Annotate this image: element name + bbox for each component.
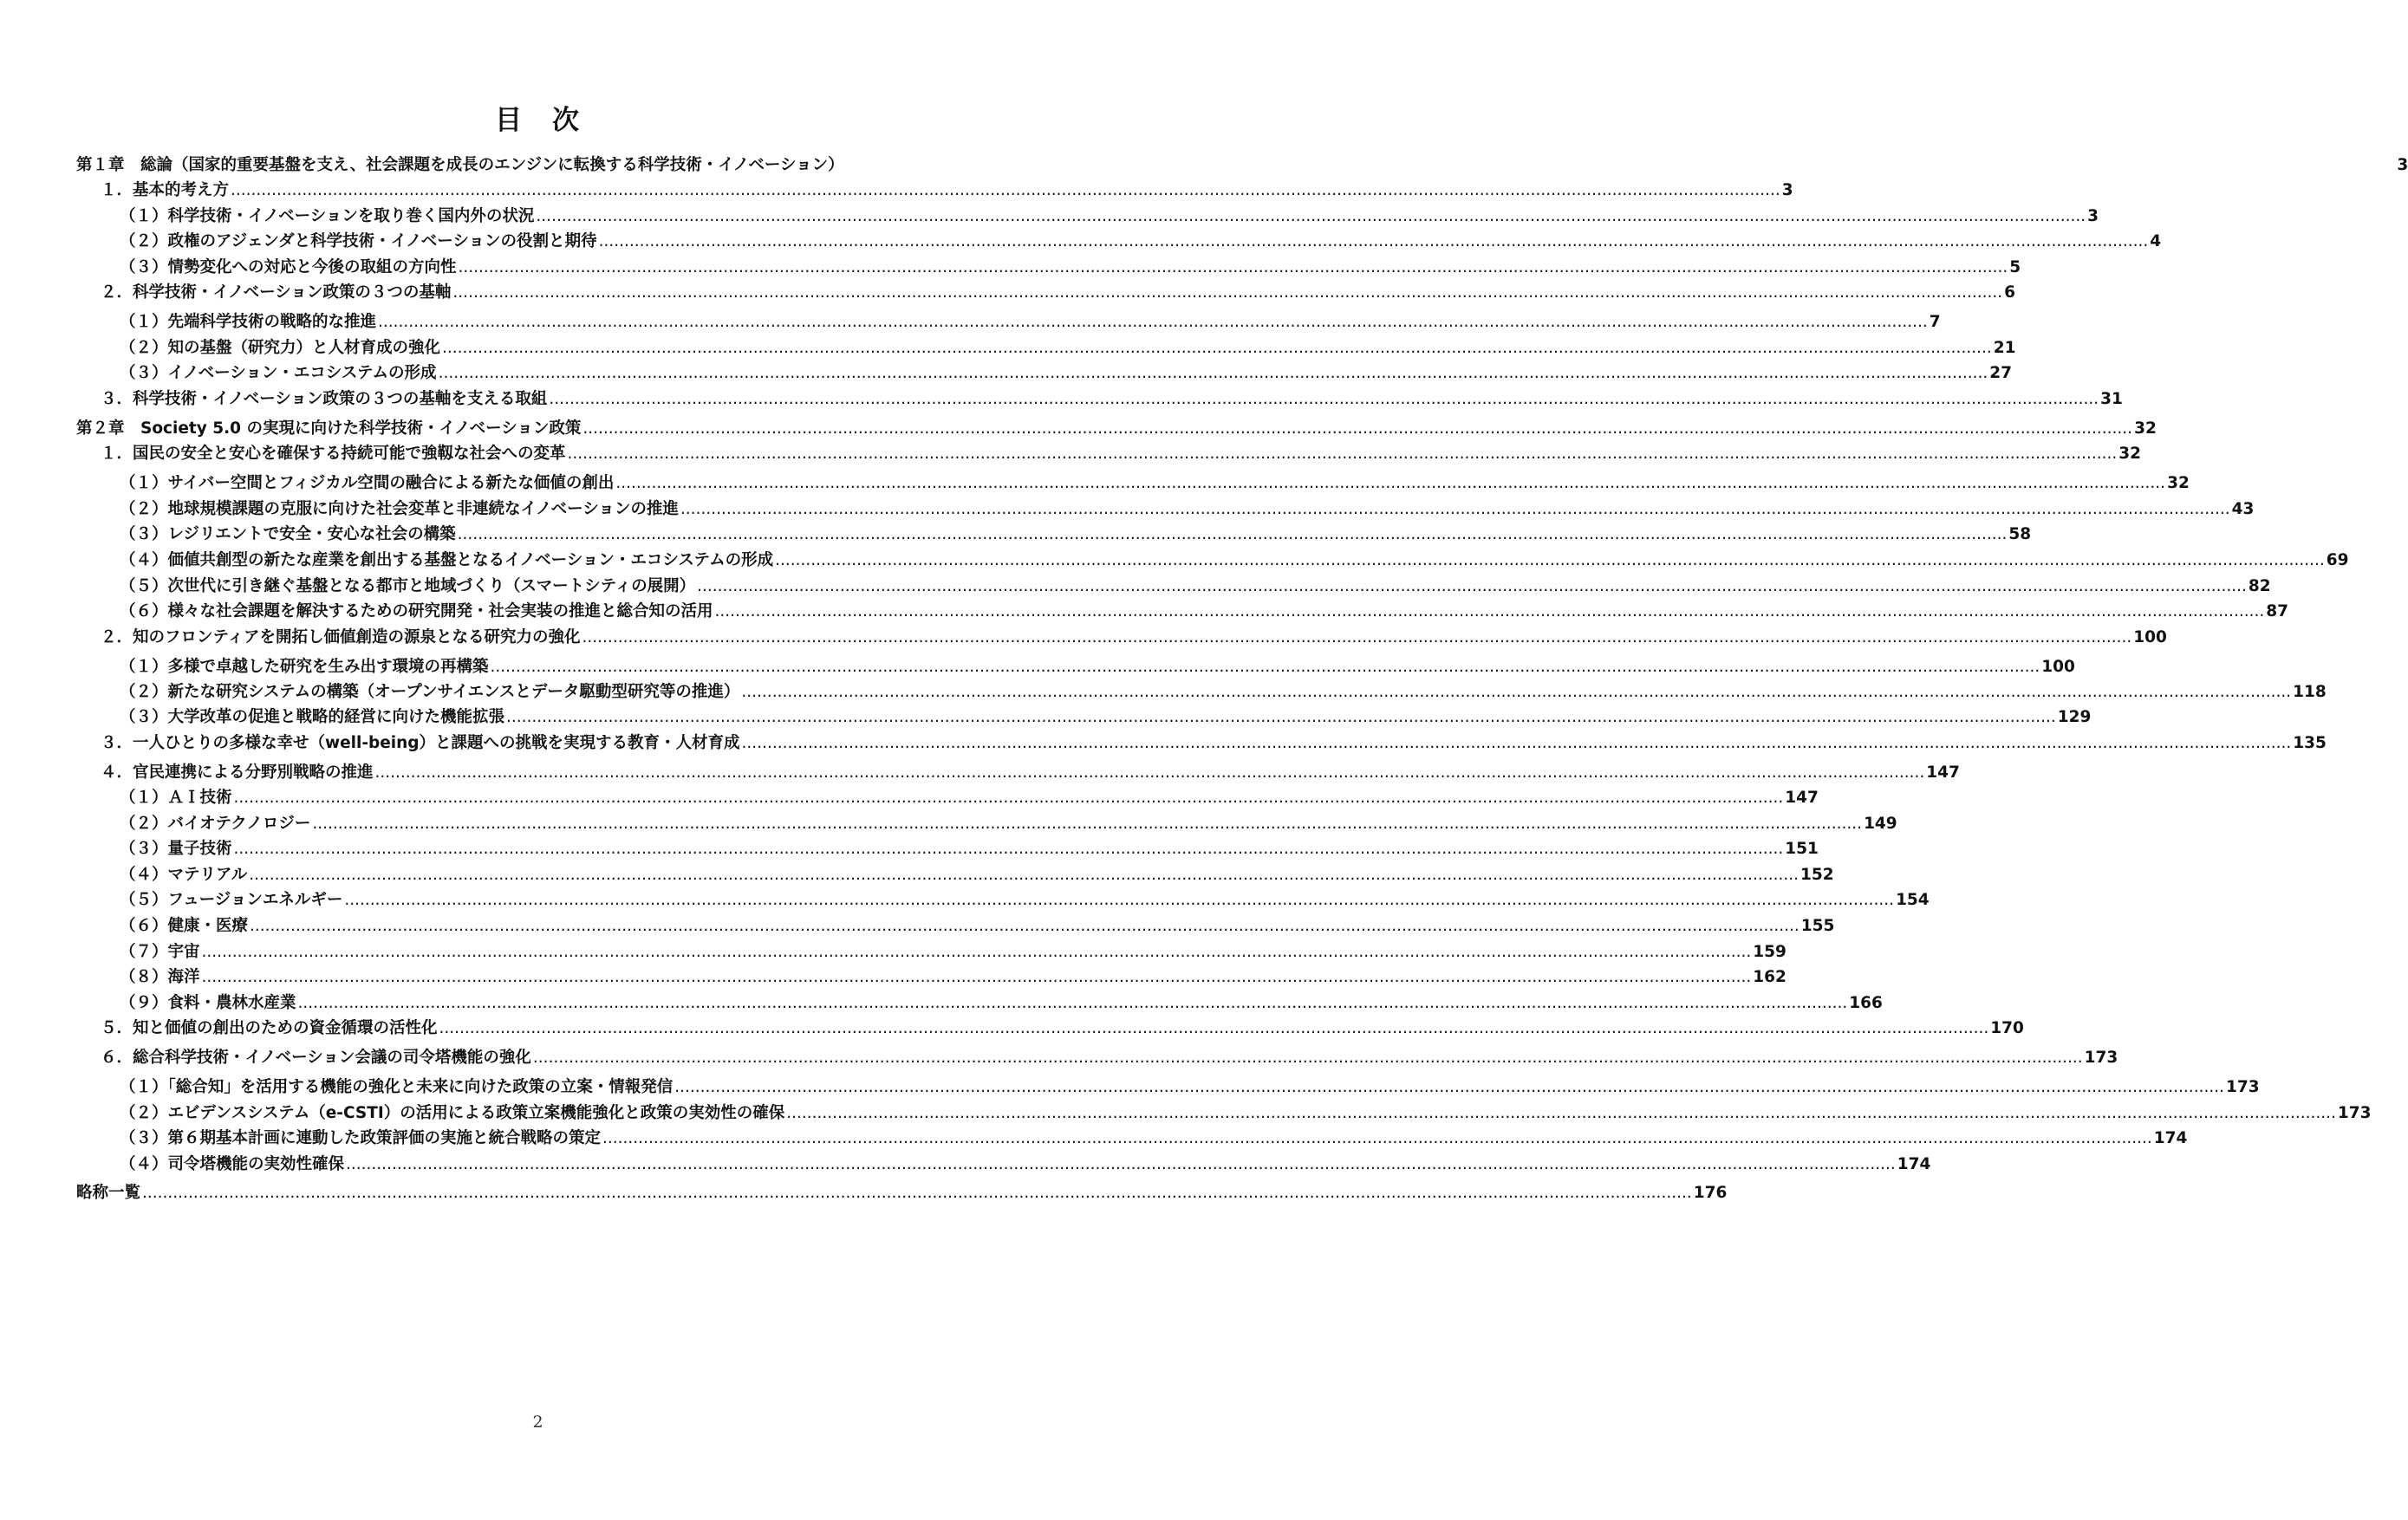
- toc-leader-dots: [582, 627, 2132, 649]
- toc-leader-dots: [234, 838, 1784, 861]
- toc-entry-page: 129: [2057, 708, 2092, 726]
- toc-entry: [120, 311, 1941, 334]
- toc-entry-page: 174: [2153, 1129, 2188, 1147]
- toc-entry-label: （１）多様で卓越した研究を生み出す環境の再構築: [120, 658, 489, 676]
- toc-entry-page: 7: [1929, 313, 1941, 331]
- toc-entry-label: （９）食料・農林水産業: [120, 994, 296, 1012]
- toc-entry-page: 152: [1799, 866, 1834, 884]
- toc-entry: [120, 601, 2288, 623]
- toc-leader-dots: [312, 813, 1862, 835]
- toc-leader-dots: [715, 601, 2265, 623]
- toc-entry: [120, 838, 1819, 861]
- toc-leader-dots: [142, 1182, 1692, 1205]
- toc-entry-label: （２）バイオテクノロジー: [120, 815, 311, 833]
- toc-entry-label: （２）新たな研究システムの構築（オープンサイエンスとデータ駆動型研究等の推進）: [120, 683, 740, 701]
- toc-entry: [120, 362, 2013, 385]
- toc-entry-label: （６）健康・医療: [120, 917, 249, 935]
- toc-entry-label: ２．知のフロンティアを開拓し価値創造の源泉となる研究力の強化: [101, 628, 581, 646]
- toc-entry-label: （３）レジリエントで安全・安心な社会の構築: [120, 525, 456, 543]
- toc-entry-label: （５）次世代に引き継ぐ基盤となる都市と地域づくり（スマートシティの展開）: [120, 577, 696, 595]
- toc-entry: [120, 787, 1819, 809]
- toc-entry: [120, 1153, 1931, 1176]
- toc-entry: [120, 864, 1834, 887]
- page-title: 目 次: [495, 105, 581, 136]
- toc-entry-label: （１）科学技術・イノベーションを取り巻く国内外の状況: [120, 207, 535, 225]
- toc-entry-label: １．国民の安全と安心を確保する持続可能で強靱な社会への変革: [101, 445, 566, 463]
- toc-entry-page: 135: [2293, 734, 2327, 752]
- toc-leader-dots: [568, 443, 2118, 465]
- toc-entry-label: （１）「総合知」を活用する機能の強化と未来に向けた政策の立案・情報発信: [120, 1078, 674, 1096]
- toc-entry-label: ２．科学技術・イノベーション政策の３つの基軸: [101, 283, 452, 302]
- toc-entry-page: 32: [2167, 474, 2190, 492]
- toc-entry: [120, 1102, 2372, 1125]
- toc-entry-label: （１）先端科学技術の戦略的な推進: [120, 313, 377, 331]
- toc-entry-page: 21: [1993, 339, 2016, 357]
- toc-entry: [101, 443, 2141, 465]
- toc-entry-label: （３）情勢変化への対応と今後の取組の方向性: [120, 258, 457, 276]
- toc-entry-label: （７）宇宙: [120, 943, 200, 961]
- toc-leader-dots: [452, 282, 2002, 304]
- toc-entry-page: 173: [2084, 1049, 2118, 1067]
- toc-leader-dots: [234, 787, 1784, 809]
- toc-entry-page: 147: [1785, 789, 1819, 807]
- toc-entry: [101, 1017, 2024, 1040]
- toc-leader-dots: [458, 523, 2008, 546]
- toc-entry-page: 118: [2293, 683, 2327, 701]
- toc-entry: [101, 627, 2167, 649]
- toc-entry-page: 100: [2133, 628, 2167, 646]
- toc-entry-label: 第２章 Society 5.0 の実現に向けた科学技術・イノベーション政策: [76, 419, 582, 438]
- toc-leader-dots: [775, 549, 2325, 572]
- toc-entry: [120, 681, 2327, 704]
- toc-entry: [101, 732, 2327, 755]
- toc-leader-dots: [459, 257, 2008, 279]
- toc-entry: [101, 388, 2123, 411]
- toc-leader-dots: [680, 498, 2230, 521]
- toc-entry-label: 第１章 総論（国家的重要基盤を支え、社会課題を成長のエンジンに転換する科学技術・イノベーション）: [76, 156, 844, 174]
- toc-entry-page: 58: [2008, 525, 2032, 543]
- toc-leader-dots: [378, 311, 1928, 334]
- toc-entry-page: 173: [2225, 1078, 2260, 1096]
- toc-leader-dots: [298, 992, 1848, 1015]
- toc-entry: [76, 418, 2157, 440]
- toc-entry-page: 154: [1896, 891, 1930, 909]
- toc-leader-dots: [439, 1017, 1989, 1040]
- toc-entry-label: （３）量子技術: [120, 840, 232, 858]
- toc-entry: [120, 523, 2032, 546]
- toc-entry-label: （２）エビデンスシステム（e-CSTI）の活用による政策立案機能強化と政策の実効性の確保: [120, 1104, 785, 1122]
- toc-leader-dots: [231, 179, 1780, 202]
- toc-entry-page: 147: [1926, 763, 1960, 782]
- toc-entry-label: 略称一覧: [76, 1184, 141, 1202]
- toc-entry-page: 173: [2337, 1104, 2372, 1122]
- toc-entry: [120, 889, 1930, 912]
- toc-entry: [120, 992, 1883, 1015]
- toc-leader-dots: [249, 864, 1799, 887]
- toc-entry-page: 82: [2248, 577, 2271, 595]
- toc-entry-label: （１）サイバー空間とフィジカル空間の融合による新たな価値の創出: [120, 474, 615, 492]
- toc-entry-label: （２）地球規模課題の克服に向けた社会変革と非連続なイノベーションの推進: [120, 500, 679, 518]
- toc-entry-page: 159: [1753, 943, 1786, 961]
- toc-entry-label: （８）海洋: [120, 968, 200, 986]
- toc-entry: [120, 706, 2092, 729]
- toc-entry: [120, 205, 2099, 228]
- toc-entry-page: 4: [2150, 232, 2162, 250]
- toc-entry-label: （３）第６期基本計画に連動した政策評価の実施と統合戦略の策定: [120, 1129, 602, 1147]
- toc-entry: [101, 1047, 2118, 1069]
- toc-entry-page: 176: [1693, 1184, 1728, 1202]
- toc-leader-dots: [346, 1153, 1896, 1176]
- toc-entry: [120, 656, 2075, 679]
- toc-entry-label: ３．科学技術・イノベーション政策の３つの基軸を支える取組: [101, 390, 548, 408]
- toc-entry: [120, 813, 1897, 835]
- toc-leader-dots: [536, 205, 2086, 228]
- toc-entry-label: （２）政権のアジェンダと科学技術・イノベーションの役割と期待: [120, 232, 597, 250]
- toc-entry-label: （４）マテリアル: [120, 866, 248, 884]
- toc-entry: [120, 549, 2349, 572]
- page-number: 2: [532, 1413, 543, 1432]
- toc-entry-label: （３）イノベーション・エコシステムの形成: [120, 364, 437, 382]
- toc-entry-label: （１）ＡＩ技術: [120, 789, 232, 807]
- toc-entry-label: １．基本的考え方: [101, 181, 230, 199]
- toc-entry-page: 87: [2266, 602, 2288, 620]
- toc-entry-label: （２）知の基盤（研究力）と人材育成の強化: [120, 339, 441, 357]
- toc-leader-dots: [344, 889, 1894, 912]
- toc-entry: [120, 498, 2255, 521]
- toc-entry: [120, 257, 2021, 279]
- toc-entry-page: 155: [1800, 917, 1835, 935]
- toc-entry: [120, 966, 1786, 989]
- toc-entry-page: 43: [2231, 500, 2255, 518]
- toc-entry: [76, 154, 2408, 177]
- toc-leader-dots: [533, 1047, 2083, 1069]
- toc-entry: [120, 575, 2271, 598]
- toc-entry-label: ５．知と価値の創出のための資金循環の活性化: [101, 1019, 438, 1037]
- toc-entry: [120, 472, 2190, 495]
- toc-entry-label: ４．官民連携による分野別戦略の推進: [101, 763, 374, 782]
- toc-leader-dots: [697, 575, 2247, 598]
- toc-entry-page: 6: [2004, 283, 2016, 302]
- toc-leader-dots: [202, 941, 1752, 964]
- toc-entry: [120, 1127, 2188, 1150]
- toc-entry-label: ３．一人ひとりの多様な幸せ（well-being）と課題への挑戦を実現する教育・人材育成: [101, 734, 740, 752]
- toc-leader-dots: [599, 231, 2149, 253]
- toc-entry: [101, 762, 1960, 784]
- toc-entry-page: 149: [1864, 815, 1897, 833]
- toc-entry-label: （６）様々な社会課題を解決するための研究開発・社会実装の推進と総合知の活用: [120, 602, 713, 620]
- toc-entry: [101, 282, 2016, 304]
- toc-entry-page: 162: [1753, 968, 1786, 986]
- toc-entry: [120, 941, 1786, 964]
- toc-entry: [120, 1076, 2260, 1099]
- toc-entry-page: 31: [2100, 390, 2123, 408]
- toc-leader-dots: [202, 966, 1752, 989]
- toc-entry-label: （５）フュージョンエネルギー: [120, 891, 343, 909]
- toc-leader-dots: [674, 1076, 2224, 1099]
- toc-leader-dots: [741, 681, 2291, 704]
- toc-entry-label: （４）価値共創型の新たな産業を創出する基盤となるイノベーション・エコシステムの形成: [120, 551, 774, 569]
- toc-leader-dots: [250, 915, 1799, 938]
- toc-entry-label: （４）司令塔機能の実効性確保: [120, 1155, 345, 1173]
- toc-entry-page: 32: [2134, 419, 2157, 438]
- toc-entry-label: （３）大学改革の促進と戦略的経営に向けた機能拡張: [120, 708, 505, 726]
- toc-entry: [120, 337, 2016, 360]
- toc-entry-page: 151: [1785, 840, 1819, 858]
- toc-leader-dots: [491, 656, 2040, 679]
- toc-entry-page: 166: [1849, 994, 1883, 1012]
- toc-leader-dots: [615, 472, 2165, 495]
- toc-entry-page: 100: [2041, 658, 2075, 676]
- toc-entry-page: 3: [2397, 156, 2408, 174]
- toc-entry-page: 3: [1781, 181, 1793, 199]
- toc-leader-dots: [742, 732, 2292, 755]
- toc-entry: [120, 915, 1835, 938]
- toc-entry: [120, 231, 2162, 253]
- toc-leader-dots: [786, 1102, 2336, 1125]
- toc-entry-page: 3: [2087, 207, 2099, 225]
- toc-leader-dots: [506, 706, 2056, 729]
- toc-leader-dots: [549, 388, 2099, 411]
- toc-leader-dots: [439, 362, 1988, 385]
- toc-entry-label: ６．総合科学技術・イノベーション会議の司令塔機能の強化: [101, 1049, 531, 1067]
- toc-leader-dots: [442, 337, 1992, 360]
- toc-leader-dots: [375, 762, 1925, 784]
- toc-entry-page: 32: [2118, 445, 2141, 463]
- toc-leader-dots: [582, 418, 2132, 440]
- toc-entry: [101, 179, 1793, 202]
- toc-entry-page: 27: [1989, 364, 2013, 382]
- toc-leader-dots: [602, 1127, 2152, 1150]
- toc-entry-page: 174: [1897, 1155, 1931, 1173]
- toc-entry-page: 5: [2009, 258, 2021, 276]
- toc-entry-page: 170: [1990, 1019, 2024, 1037]
- toc-entry-page: 69: [2326, 551, 2349, 569]
- toc-entry: [76, 1182, 1728, 1205]
